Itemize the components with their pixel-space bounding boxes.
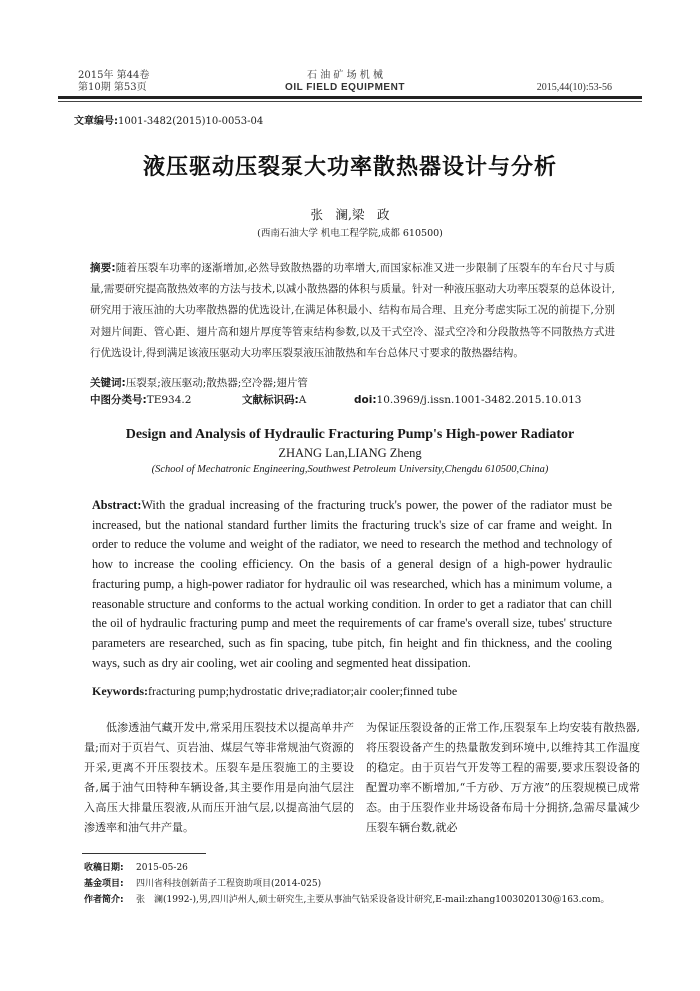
- authors-en: ZHANG Lan,LIANG Zheng: [278, 446, 422, 460]
- keywords-cn-label: 关键词:: [90, 377, 126, 389]
- doi-label: doi:: [354, 394, 377, 406]
- keywords-en-label: Keywords:: [92, 684, 148, 698]
- classification-line: [90, 392, 615, 408]
- author-bio-label: 作者简介:: [84, 895, 124, 905]
- authors-cn: 张 澜,梁 政: [310, 207, 390, 222]
- clc-value: TE934.2: [146, 394, 192, 406]
- footnotes: [84, 860, 618, 908]
- running-header: [78, 70, 612, 96]
- body-left-column: 低渗透油气藏开发中,常采用压裂技术以提高单井产量;而对于页岩气、页岩油、煤层气等非常规油气资源的开采,更离不开压裂技术。压裂车是压裂施工的主要设备,属于油气田特种车辆设备,其主要作用是向油气层注入高压大排量压裂液,从而压开油气层,以提高油气层的渗透率和油气井产量。: [84, 721, 354, 834]
- abstract-cn-label: 摘要:: [90, 262, 116, 274]
- footnote-rule: [82, 853, 206, 854]
- abstract-en: [92, 496, 612, 673]
- title-en: Design and Analysis of Hydraulic Fracturing Pump's High-power Radiator: [125, 427, 575, 442]
- abstract-cn: [90, 258, 615, 364]
- header-volume: 2015年 第44卷: [78, 70, 150, 81]
- fund-value: 四川省科技创新苗子工程资助项目(2014-025): [136, 879, 322, 889]
- article-number-label: 文章编号:: [74, 116, 118, 127]
- doc-code: [242, 392, 354, 408]
- clc-code: [90, 392, 242, 408]
- header-rule-thick: [58, 96, 642, 99]
- header-rule-thin: [58, 101, 642, 102]
- footnote-author: [84, 892, 618, 908]
- received-label: 收稿日期:: [84, 863, 124, 873]
- doc-code-label: 文献标识码:: [242, 394, 299, 406]
- title-cn: 液压驱动压裂泵大功率散热器设计与分析: [142, 155, 557, 180]
- journal-name-en: OIL FIELD EQUIPMENT: [285, 82, 405, 93]
- doc-code-value: A: [298, 394, 307, 406]
- affiliation-cn: (西南石油大学 机电工程学院,成都 610500): [257, 228, 443, 239]
- abstract-cn-text: 随着压裂车功率的逐渐增加,必然导致散热器的功率增大,而国家标准又进一步限制了压裂车的车台尺寸与质量,需要研究提高散热效率的方法与技术,以减小散热器的体积与质量。针对一种液压驱动大功率压裂泵的总体设计,研究用于液压油的大功率散热器的优选设计,在满足体积最小、结构布局合理、且充分考虑实际工况的前提下,分别对翅片间距、管心距、翅片高和翅片厚度等管束结构参数,以及干式空冷、湿式空冷和分段散热等不同散热方式进行优选设计,得到满足该液压驱动大功率压裂泵液压油散热和车台总体尺寸要求的散热器结构。: [90, 262, 615, 359]
- abstract-en-label: Abstract:: [92, 498, 142, 512]
- header-journal: [78, 70, 612, 94]
- abstract-en-text: With the gradual increasing of the fracturing truck's power, the power of the radiator must be increased, but the national standard further limits the fracturing truck's size of car frame and weight. In order to reduce the volume and weight of the radiator, we need to research the method and technology of how to increase the cooling efficiency. On the basis of a general design of a high-power hydraulic fracturing pump, a high-power radiator for hydraulic oil was researched, which has a minimum volume, a reasonable structure and conforms to the actual working condition. In order to get a radiator that can chill the oil of hydraulic fracturing pump and meet the requirements of car frame's overall size, tubes' structure parameters are researched, such as fin spacing, tube pitch, fin height and fin thickness, and the cooling ways, such as dry air cooling, wet air cooling and segmented heat dissipation.: [92, 498, 612, 670]
- keywords-en: [92, 684, 612, 699]
- header-issue: 第10期 第53页: [78, 82, 147, 93]
- footnote-fund: [84, 876, 618, 892]
- fund-label: 基金项目:: [84, 879, 124, 889]
- doi-value: 10.3969/j.issn.1001-3482.2015.10.013: [376, 394, 582, 406]
- header-citation: 2015,44(10):53-56: [536, 82, 612, 93]
- affiliation-en: (School of Mechatronic Engineering,Southwest Petroleum University,Chengdu 610500,China): [151, 464, 549, 475]
- footnote-received: [84, 860, 618, 876]
- received-value: 2015-05-26: [136, 863, 188, 873]
- journal-name-cn: 石 油 矿 场 机 械: [307, 70, 383, 81]
- keywords-cn-text: 压裂泵;液压驱动;散热器;空冷器;翅片管: [125, 377, 308, 389]
- article-number: [74, 112, 263, 127]
- keywords-en-text: fracturing pump;hydrostatic drive;radiator;air cooler;finned tube: [148, 684, 458, 698]
- body-right-column: 为保证压裂设备的正常工作,压裂泵车上均安装有散热器,将压裂设备产生的热量散发到环境中,以维持其工作温度的稳定。由于页岩气开发等工程的需要,要求压裂设备的配置功率不断增加,“千方砂、万方液”的压裂规模已成常态。由于压裂作业井场设备布局十分拥挤,急需尽量减少压裂车辆台数,就必: [366, 721, 640, 834]
- article-number-value: 1001-3482(2015)10-0053-04: [118, 116, 264, 127]
- keywords-cn: [90, 375, 615, 391]
- author-bio-value: 张 澜(1992-),男,四川泸州人,硕士研究生,主要从事油气钻采设备设计研究,E-mail:zhang1003020130@163.com。: [136, 895, 610, 905]
- doi: [354, 392, 581, 408]
- clc-label: 中图分类号:: [90, 394, 147, 406]
